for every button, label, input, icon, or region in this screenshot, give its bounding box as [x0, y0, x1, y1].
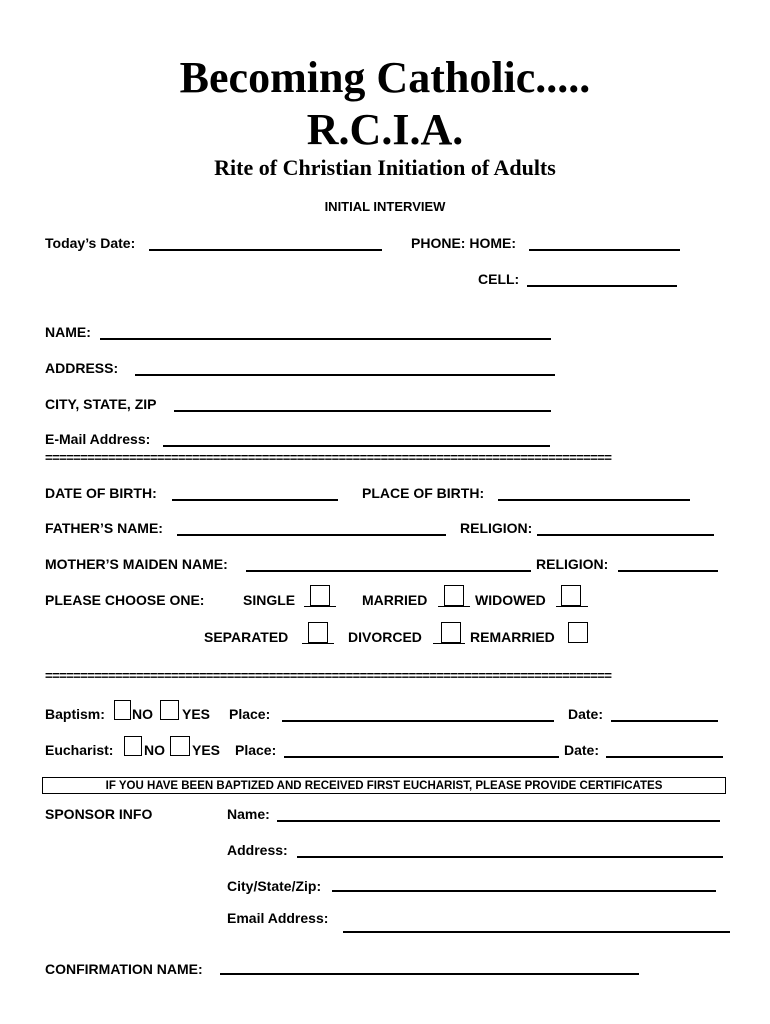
mothers-maiden-name-field[interactable]: [246, 570, 531, 572]
cell-field[interactable]: [527, 285, 677, 287]
place-of-birth-label: PLACE OF BIRTH:: [362, 485, 485, 501]
sponsor-email-field[interactable]: [343, 931, 730, 933]
certificate-notice: IF YOU HAVE BEEN BAPTIZED AND RECEIVED FIRST EUCHARIST, PLEASE PROVIDE CERTIFICATES: [42, 777, 726, 794]
date-of-birth-field[interactable]: [172, 499, 338, 501]
section-separator: =================================================================================: [45, 450, 612, 465]
form-type: INITIAL INTERVIEW: [324, 199, 446, 214]
baptism-no-checkbox[interactable]: [114, 700, 131, 720]
father-religion-field[interactable]: [537, 534, 714, 536]
single-checkbox-underline: [304, 606, 336, 607]
eucharist-place-label: Place:: [235, 742, 277, 758]
divorced-checkbox-underline: [433, 643, 465, 644]
cell-label: CELL:: [478, 271, 520, 287]
place-of-birth-field[interactable]: [498, 499, 690, 501]
form-tagline: Rite of Christian Initiation of Adults: [214, 155, 556, 180]
city-state-zip-label: CITY, STATE, ZIP: [45, 396, 157, 412]
todays-date-field[interactable]: [149, 249, 382, 251]
single-label: SINGLE: [243, 592, 296, 608]
separated-label: SEPARATED: [204, 629, 289, 645]
fathers-name-label: FATHER’S NAME:: [45, 520, 163, 536]
baptism-date-label: Date:: [568, 706, 604, 722]
email-field[interactable]: [163, 445, 550, 447]
city-state-zip-field[interactable]: [174, 410, 551, 412]
eucharist-no-label: NO: [144, 742, 165, 758]
phone-home-label: PHONE: HOME:: [411, 235, 516, 251]
baptism-label: Baptism:: [45, 706, 105, 722]
mothers-maiden-name-label: MOTHER’S MAIDEN NAME:: [45, 556, 228, 572]
married-label: MARRIED: [362, 592, 428, 608]
name-field[interactable]: [100, 338, 551, 340]
eucharist-date-field[interactable]: [606, 756, 723, 758]
baptism-no-label: NO: [132, 706, 153, 722]
single-checkbox[interactable]: [310, 585, 330, 606]
sponsor-city-label: City/State/Zip:: [227, 878, 322, 894]
form-subtitle: R.C.I.A.: [306, 105, 464, 154]
form-title: Becoming Catholic.....: [179, 53, 591, 102]
email-label: E-Mail Address:: [45, 431, 151, 447]
eucharist-place-field[interactable]: [284, 756, 559, 758]
married-checkbox-underline: [438, 606, 470, 607]
baptism-yes-label: YES: [182, 706, 211, 722]
mother-religion-label: RELIGION:: [536, 556, 609, 572]
baptism-yes-checkbox[interactable]: [160, 700, 179, 720]
confirmation-name-label: CONFIRMATION NAME:: [45, 961, 203, 977]
name-label: NAME:: [45, 324, 91, 340]
widowed-label: WIDOWED: [475, 592, 546, 608]
eucharist-no-checkbox[interactable]: [124, 736, 142, 756]
sponsor-name-label: Name:: [227, 806, 270, 822]
fathers-name-field[interactable]: [177, 534, 446, 536]
widowed-checkbox[interactable]: [561, 585, 581, 606]
eucharist-label: Eucharist:: [45, 742, 114, 758]
eucharist-yes-checkbox[interactable]: [170, 736, 190, 756]
separated-checkbox-underline: [302, 643, 334, 644]
baptism-place-field[interactable]: [282, 720, 554, 722]
please-choose-one-label: PLEASE CHOOSE ONE:: [45, 592, 205, 608]
sponsor-name-field[interactable]: [277, 820, 720, 822]
sponsor-city-field[interactable]: [332, 890, 716, 892]
baptism-date-field[interactable]: [611, 720, 718, 722]
divorced-label: DIVORCED: [348, 629, 422, 645]
widowed-checkbox-underline: [556, 606, 588, 607]
eucharist-date-label: Date:: [564, 742, 600, 758]
section-separator: =================================================================================: [45, 668, 612, 683]
date-of-birth-label: DATE OF BIRTH:: [45, 485, 157, 501]
remarried-label: REMARRIED: [470, 629, 555, 645]
address-label: ADDRESS:: [45, 360, 119, 376]
father-religion-label: RELIGION:: [460, 520, 533, 536]
todays-date-label: Today’s Date:: [45, 235, 136, 251]
baptism-place-label: Place:: [229, 706, 271, 722]
divorced-checkbox[interactable]: [441, 622, 461, 643]
remarried-checkbox[interactable]: [568, 622, 588, 643]
confirmation-name-field[interactable]: [220, 973, 639, 975]
separated-checkbox[interactable]: [308, 622, 328, 643]
eucharist-yes-label: YES: [192, 742, 221, 758]
married-checkbox[interactable]: [444, 585, 464, 606]
phone-home-field[interactable]: [529, 249, 680, 251]
mother-religion-field[interactable]: [618, 570, 718, 572]
address-field[interactable]: [135, 374, 555, 376]
sponsor-info-heading: SPONSOR INFO: [45, 806, 153, 822]
sponsor-address-label: Address:: [227, 842, 288, 858]
sponsor-email-label: Email Address:: [227, 910, 329, 926]
sponsor-address-field[interactable]: [297, 856, 723, 858]
